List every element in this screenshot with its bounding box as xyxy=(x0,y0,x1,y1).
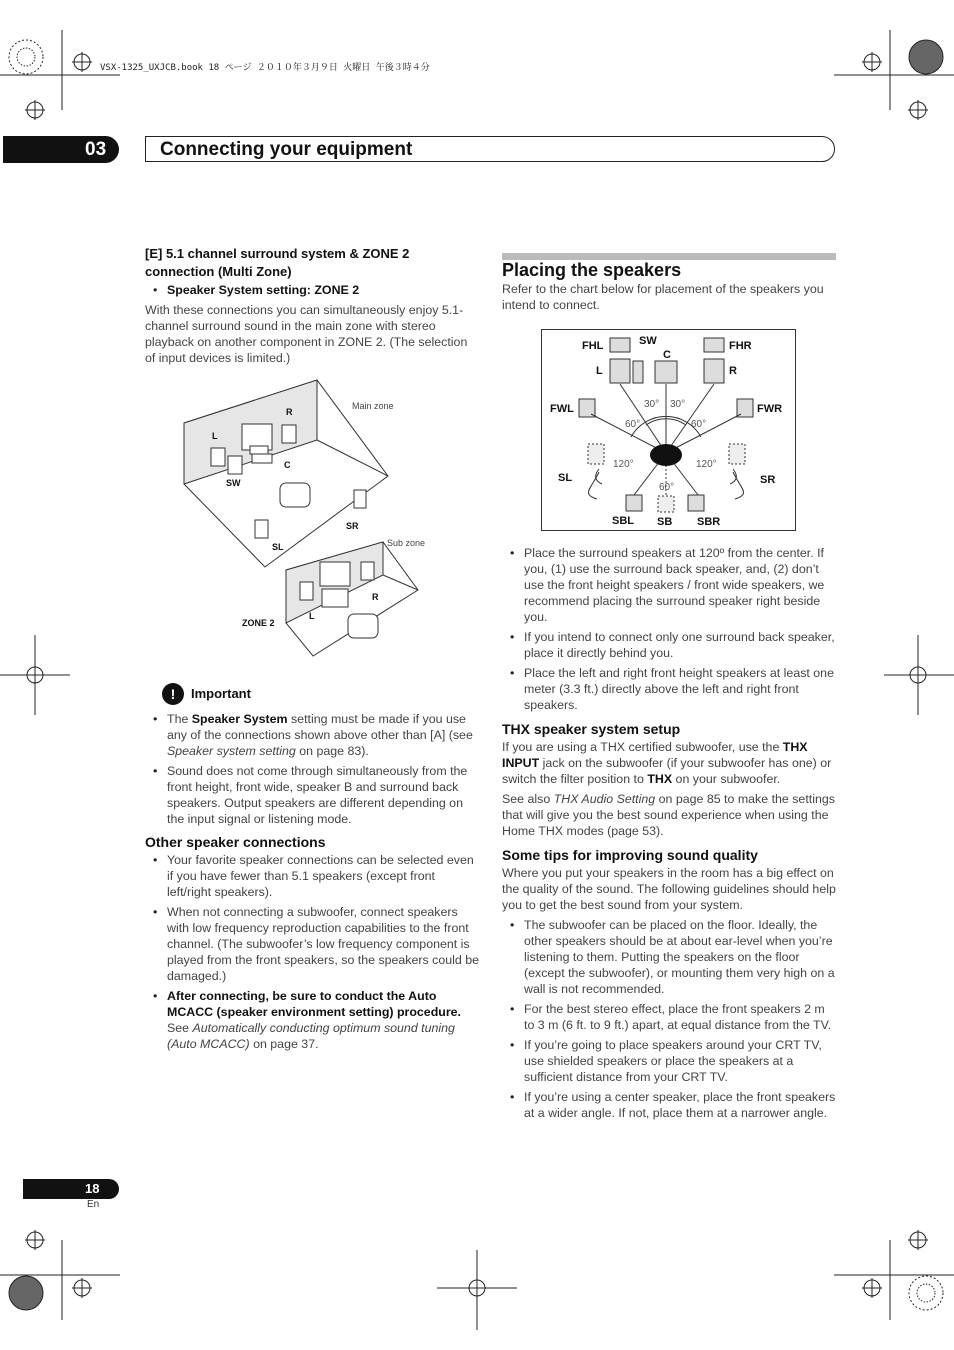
label-fhl: FHL xyxy=(582,340,604,352)
listener xyxy=(650,444,682,466)
label-l: L xyxy=(212,431,218,441)
label-c: C xyxy=(284,460,291,470)
label-sb: SB xyxy=(657,516,673,528)
tv-zone2 xyxy=(320,562,350,586)
thx-title: THX speaker system setup xyxy=(502,721,681,737)
angle-60-right: 60° xyxy=(691,419,707,430)
speaker-r-main xyxy=(282,425,296,443)
label-l-zone2: L xyxy=(309,611,315,621)
main-zone-label: Main zone xyxy=(352,401,394,411)
print-header: VSX-1325_UXJCB.book 18 ページ ２０１０年３月９日 火曜日 午後３時４分 xyxy=(100,63,430,73)
thx-paragraph-2: See also THX Audio Setting on page 85 to make the settings that will give you the best sound experience when using the Home THX modes (page 53). xyxy=(502,792,835,838)
angle-30-right: 30° xyxy=(670,399,686,410)
other-bullet-3: • After connecting, be sure to conduct the Auto MCACC (speaker environment setting) procedure. See Automatically conducting optimum sound tuning (Auto MCACC) on page 37. xyxy=(145,988,481,1052)
label-sl: SL xyxy=(558,472,573,484)
sub-zone-label: Sub zone xyxy=(387,538,426,548)
label-sr: SR xyxy=(346,521,359,531)
label-sw: SW xyxy=(226,478,241,488)
listener-main xyxy=(280,483,310,507)
setting-text: Speaker System setting: ZONE 2 xyxy=(167,283,360,297)
label-sl: SL xyxy=(272,542,284,552)
label-c: C xyxy=(663,349,671,361)
angle-120-right: 120° xyxy=(696,459,717,470)
label-fwr: FWR xyxy=(757,403,783,415)
speaker-l xyxy=(610,359,630,383)
important-bullet-2: • Sound does not come through simultaneously from the front height, front wide, speaker B and surround back speakers. Output speakers are different depending on the input signal or listening mode. xyxy=(145,763,481,827)
chapter-title: Connecting your equipment xyxy=(145,136,835,162)
tips-title: Some tips for improving sound quality xyxy=(502,847,758,863)
placing-bullet-1: • Place the surround speakers at 120º from the center. If you, (1) use the surround back speaker, and, (2) don’t use the front height speakers / front wide speakers, we recommend placing the surround speaker right beside you. xyxy=(502,545,836,625)
other-connections-title: Other speaker connections xyxy=(145,834,326,850)
speaker-c-main xyxy=(250,446,268,454)
page-number-tab xyxy=(23,1179,119,1199)
placing-bullet-2: • If you intend to connect only one surround back speaker, place it directly behind you. xyxy=(502,629,836,661)
angle-30-left: 30° xyxy=(644,399,660,410)
important-icon: ! xyxy=(162,683,184,705)
tips-bullet-2: • For the best stereo effect, place the front speakers 2 m to 3 m (6 ft. to 9 ft.) apart, at equal distance from the TV. xyxy=(502,1001,836,1033)
speaker-c xyxy=(655,361,677,383)
placing-title: Placing the speakers xyxy=(502,260,682,280)
speaker-fhr xyxy=(704,338,724,352)
speaker-sl xyxy=(255,520,268,538)
label-sw: SW xyxy=(639,335,657,347)
speaker-r xyxy=(704,359,724,383)
receiver-main xyxy=(252,454,272,463)
tips-intro: Where you put your speakers in the room has a big effect on the quality of the sound. The following guidelines should help you to get the best sound from your system. xyxy=(502,866,836,912)
speaker-l-main xyxy=(211,448,225,466)
label-sbl: SBL xyxy=(612,515,634,527)
listener-zone2 xyxy=(348,614,378,638)
label-fhr: FHR xyxy=(729,340,752,352)
speaker-fhl xyxy=(610,338,630,352)
important-box xyxy=(145,683,481,1056)
speaker-sr-back xyxy=(729,444,745,464)
tips-bullet-3: • If you’re going to place speakers around your CRT TV, use shielded speakers or place the speakers at a sufficient distance from your CRT TV. xyxy=(502,1037,836,1085)
label-r: R xyxy=(286,407,293,417)
placing-bullet-3: • Place the left and right front height speakers at least one meter (3.3 ft.) directly above the left and right front speakers. xyxy=(502,665,836,713)
label-r: R xyxy=(729,365,737,377)
tips-bullet-1: • The subwoofer can be placed on the floor. Ideally, the other speakers should be at about ear-level when you’re listening to them. Putting the speakers on the floor (except the subwoofer), or mounting them very high on a wall is not recommended. xyxy=(502,917,836,997)
angle-60-left: 60° xyxy=(625,419,641,430)
thx-paragraph-1: If you are using a THX certified subwoofer, use the THX INPUT jack on the subwoofer (if your subwoofer has one) or switch the filter position to THX on your subwoofer. xyxy=(502,740,832,786)
tips-bullet-4: • If you’re using a center speaker, place the front speakers at a wider angle. If not, place them at a narrower angle. xyxy=(502,1089,836,1121)
label-l: L xyxy=(596,365,603,377)
rack-zone2 xyxy=(322,589,348,607)
subwoofer xyxy=(228,456,242,474)
intro-paragraph: With these connections you can simultaneously enjoy 5.1-channel surround sound in the main zone with stereo playback on another component in ZONE 2. (The selection of input devices is limited.) xyxy=(145,303,468,365)
label-sr: SR xyxy=(760,474,776,486)
right-column-body xyxy=(502,545,836,1125)
section-title: [E] 5.1 channel surround system & ZONE 2 connection (Multi Zone) xyxy=(145,246,410,279)
section-rule xyxy=(502,253,836,260)
important-bullet-1: • The Speaker System setting must be made if you use any of the connections shown above other than [A] (see Speaker system setting on page 83). xyxy=(145,711,481,759)
other-bullet-1: • Your favorite speaker connections can be selected even if you have fewer than 5.1 speakers (except front left/right speakers). xyxy=(145,852,481,900)
speaker-sl-back xyxy=(588,444,604,464)
language-label: En xyxy=(87,1199,100,1210)
speaker-sr xyxy=(354,490,366,508)
speaker-sw xyxy=(633,361,643,383)
right-column-top xyxy=(502,262,836,317)
angle-120-left: 120° xyxy=(613,459,634,470)
label-r-zone2: R xyxy=(372,592,379,602)
chapter-number: 03 xyxy=(85,139,107,160)
multizone-diagram xyxy=(180,378,440,668)
placing-intro: Refer to the chart below for placement of the speakers you intend to connect. xyxy=(502,282,824,312)
label-sbr: SBR xyxy=(697,516,721,528)
speaker-r-zone2 xyxy=(361,562,374,580)
speaker-sbl xyxy=(626,495,642,511)
important-title: Important xyxy=(191,686,251,701)
label-fwl: FWL xyxy=(550,403,574,415)
placement-chart xyxy=(541,329,796,531)
page-number: 18 xyxy=(85,1181,100,1196)
setting-bullet xyxy=(145,282,481,298)
chapter-number-tab xyxy=(3,136,119,163)
speaker-sbr xyxy=(688,495,704,511)
other-bullet-2: • When not connecting a subwoofer, connect speakers with low frequency reproduction capabilities to the front channel. (The subwoofer’s low frequency component is played from the front speakers, so the speakers could be damaged.) xyxy=(145,904,481,984)
left-column xyxy=(145,245,481,370)
speaker-sb xyxy=(658,496,674,512)
zone2-label: ZONE 2 xyxy=(242,618,275,628)
speaker-l-zone2 xyxy=(300,582,313,600)
angle-60-back: 60° xyxy=(659,482,675,493)
